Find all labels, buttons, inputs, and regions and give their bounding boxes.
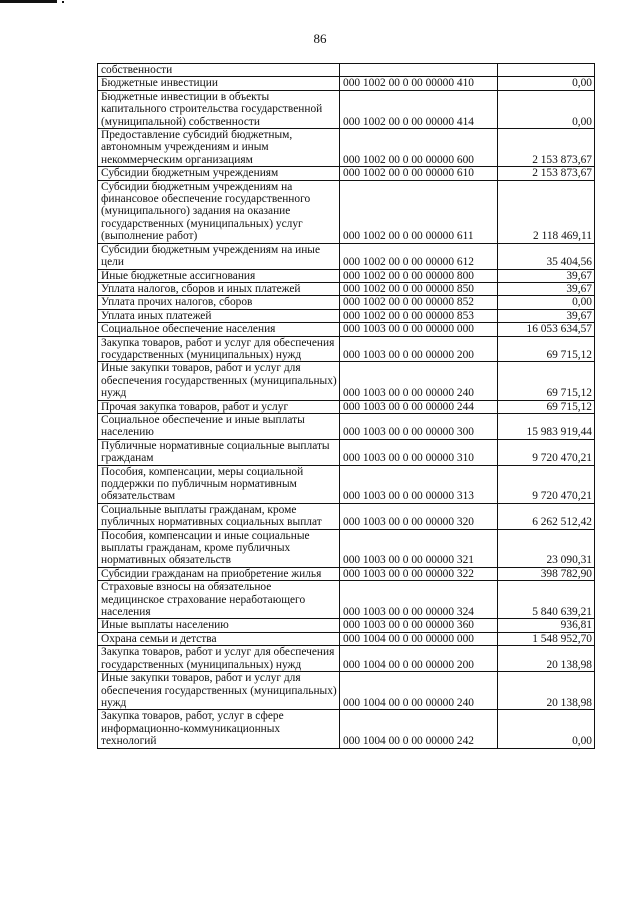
table-row xyxy=(98,465,595,503)
row-code-cell: 000 1002 00 0 00 00000 852 xyxy=(340,296,498,309)
row-code-cell: 000 1003 00 0 00 00000 310 xyxy=(340,439,498,465)
row-code-cell: 000 1002 00 0 00 00000 800 xyxy=(340,269,498,282)
row-sum-cell: 398 782,90 xyxy=(498,567,595,580)
row-sum-cell: 20 138,98 xyxy=(498,646,595,672)
row-name-cell: Пособия, компенсации и иные социальные выплаты гражданам, кроме публичных нормативных обязательств xyxy=(98,529,340,567)
table-row xyxy=(98,567,595,580)
table-row xyxy=(98,632,595,645)
row-code-cell: 000 1003 00 0 00 00000 244 xyxy=(340,400,498,413)
table-row xyxy=(98,243,595,269)
row-sum-cell: 5 840 639,21 xyxy=(498,581,595,619)
row-code-cell xyxy=(340,64,498,77)
row-sum-cell: 39,67 xyxy=(498,282,595,295)
row-name-cell: Уплата иных платежей xyxy=(98,309,340,322)
row-code-cell: 000 1003 00 0 00 00000 240 xyxy=(340,362,498,400)
row-code-cell: 000 1002 00 0 00 00000 850 xyxy=(340,282,498,295)
row-code-cell: 000 1003 00 0 00 00000 300 xyxy=(340,413,498,439)
row-name-cell: Субсидии бюджетным учреждениям xyxy=(98,167,340,180)
row-code-cell: 000 1004 00 0 00 00000 000 xyxy=(340,632,498,645)
table-row xyxy=(98,296,595,309)
row-name-cell: Иные бюджетные ассигнования xyxy=(98,269,340,282)
row-name-cell: Охрана семьи и детства xyxy=(98,632,340,645)
row-code-cell: 000 1004 00 0 00 00000 200 xyxy=(340,646,498,672)
row-code-cell: 000 1002 00 0 00 00000 414 xyxy=(340,90,498,128)
table-row xyxy=(98,581,595,619)
table-row xyxy=(98,64,595,77)
table-row xyxy=(98,710,595,748)
row-code-cell: 000 1004 00 0 00 00000 242 xyxy=(340,710,498,748)
row-name-cell: Бюджетные инвестиции в объекты капитального строительства государственной (муниципальной) собственности xyxy=(98,90,340,128)
row-sum-cell xyxy=(498,64,595,77)
row-sum-cell: 0,00 xyxy=(498,710,595,748)
table-row xyxy=(98,129,595,167)
table-row xyxy=(98,90,595,128)
table-row xyxy=(98,619,595,632)
row-code-cell: 000 1002 00 0 00 00000 611 xyxy=(340,180,498,243)
row-sum-cell: 16 053 634,57 xyxy=(498,323,595,336)
row-sum-cell: 2 153 873,67 xyxy=(498,129,595,167)
row-sum-cell: 0,00 xyxy=(498,296,595,309)
table-row xyxy=(98,439,595,465)
row-name-cell: Социальное обеспечение и иные выплаты населению xyxy=(98,413,340,439)
row-name-cell: Субсидии бюджетным учреждениям на иные цели xyxy=(98,243,340,269)
row-name-cell: Предоставление субсидий бюджетным, автономным учреждениям и иным некоммерческим организациям xyxy=(98,129,340,167)
row-name-cell: Пособия, компенсации, меры социальной поддержки по публичным нормативным обязательствам xyxy=(98,465,340,503)
row-sum-cell: 2 118 469,11 xyxy=(498,180,595,243)
row-sum-cell: 69 715,12 xyxy=(498,400,595,413)
row-name-cell: Закупка товаров, работ и услуг для обеспечения государственных (муниципальных) нужд xyxy=(98,336,340,362)
table-row xyxy=(98,167,595,180)
table-row xyxy=(98,413,595,439)
header-dot xyxy=(62,1,64,3)
table-row xyxy=(98,529,595,567)
row-code-cell: 000 1003 00 0 00 00000 200 xyxy=(340,336,498,362)
row-code-cell: 000 1002 00 0 00 00000 853 xyxy=(340,309,498,322)
row-name-cell: собственности xyxy=(98,64,340,77)
table-row xyxy=(98,269,595,282)
row-sum-cell: 0,00 xyxy=(498,90,595,128)
row-code-cell: 000 1003 00 0 00 00000 324 xyxy=(340,581,498,619)
table-row xyxy=(98,400,595,413)
table-row xyxy=(98,362,595,400)
row-name-cell: Социальное обеспечение населения xyxy=(98,323,340,336)
row-sum-cell: 69 715,12 xyxy=(498,336,595,362)
row-sum-cell: 39,67 xyxy=(498,309,595,322)
row-name-cell: Субсидии бюджетным учреждениям на финансовое обеспечение государственного (муниципального) задания на оказание государственных (муниципальных) услуг (выполнение работ) xyxy=(98,180,340,243)
row-name-cell: Закупка товаров, работ и услуг для обеспечения государственных (муниципальных) нужд xyxy=(98,646,340,672)
header-rule xyxy=(0,0,57,3)
page-number: 86 xyxy=(313,31,327,46)
row-sum-cell: 35 404,56 xyxy=(498,243,595,269)
row-code-cell: 000 1003 00 0 00 00000 322 xyxy=(340,567,498,580)
row-name-cell: Закупка товаров, работ, услуг в сфере информационно-коммуникационных технологий xyxy=(98,710,340,748)
row-sum-cell: 69 715,12 xyxy=(498,362,595,400)
table-row xyxy=(98,503,595,529)
row-name-cell: Публичные нормативные социальные выплаты гражданам xyxy=(98,439,340,465)
row-sum-cell: 23 090,31 xyxy=(498,529,595,567)
row-sum-cell: 2 153 873,67 xyxy=(498,167,595,180)
row-sum-cell: 9 720 470,21 xyxy=(498,465,595,503)
table-row xyxy=(98,323,595,336)
row-sum-cell: 936,81 xyxy=(498,619,595,632)
table-row xyxy=(98,282,595,295)
row-code-cell: 000 1003 00 0 00 00000 000 xyxy=(340,323,498,336)
row-sum-cell: 1 548 952,70 xyxy=(498,632,595,645)
row-code-cell: 000 1004 00 0 00 00000 240 xyxy=(340,672,498,710)
row-code-cell: 000 1002 00 0 00 00000 410 xyxy=(340,77,498,90)
row-sum-cell: 39,67 xyxy=(498,269,595,282)
row-name-cell: Уплата прочих налогов, сборов xyxy=(98,296,340,309)
row-code-cell: 000 1002 00 0 00 00000 610 xyxy=(340,167,498,180)
table-row xyxy=(98,180,595,243)
row-name-cell: Прочая закупка товаров, работ и услуг xyxy=(98,400,340,413)
table-row xyxy=(98,309,595,322)
row-sum-cell: 20 138,98 xyxy=(498,672,595,710)
row-name-cell: Иные закупки товаров, работ и услуг для обеспечения государственных (муниципальных) нужд xyxy=(98,362,340,400)
row-name-cell: Социальные выплаты гражданам, кроме публичных нормативных социальных выплат xyxy=(98,503,340,529)
budget-table xyxy=(97,63,595,749)
row-name-cell: Иные выплаты населению xyxy=(98,619,340,632)
row-name-cell: Субсидии гражданам на приобретение жилья xyxy=(98,567,340,580)
row-code-cell: 000 1003 00 0 00 00000 321 xyxy=(340,529,498,567)
row-sum-cell: 15 983 919,44 xyxy=(498,413,595,439)
row-code-cell: 000 1003 00 0 00 00000 360 xyxy=(340,619,498,632)
row-code-cell: 000 1003 00 0 00 00000 320 xyxy=(340,503,498,529)
row-name-cell: Уплата налогов, сборов и иных платежей xyxy=(98,282,340,295)
table-row xyxy=(98,336,595,362)
row-name-cell: Иные закупки товаров, работ и услуг для обеспечения государственных (муниципальных) нужд xyxy=(98,672,340,710)
row-name-cell: Страховые взносы на обязательное медицинское страхование неработающего населения xyxy=(98,581,340,619)
table-row xyxy=(98,646,595,672)
row-code-cell: 000 1002 00 0 00 00000 600 xyxy=(340,129,498,167)
row-sum-cell: 6 262 512,42 xyxy=(498,503,595,529)
row-sum-cell: 9 720 470,21 xyxy=(498,439,595,465)
table-row xyxy=(98,77,595,90)
row-sum-cell: 0,00 xyxy=(498,77,595,90)
row-code-cell: 000 1003 00 0 00 00000 313 xyxy=(340,465,498,503)
table-row xyxy=(98,672,595,710)
row-name-cell: Бюджетные инвестиции xyxy=(98,77,340,90)
row-code-cell: 000 1002 00 0 00 00000 612 xyxy=(340,243,498,269)
